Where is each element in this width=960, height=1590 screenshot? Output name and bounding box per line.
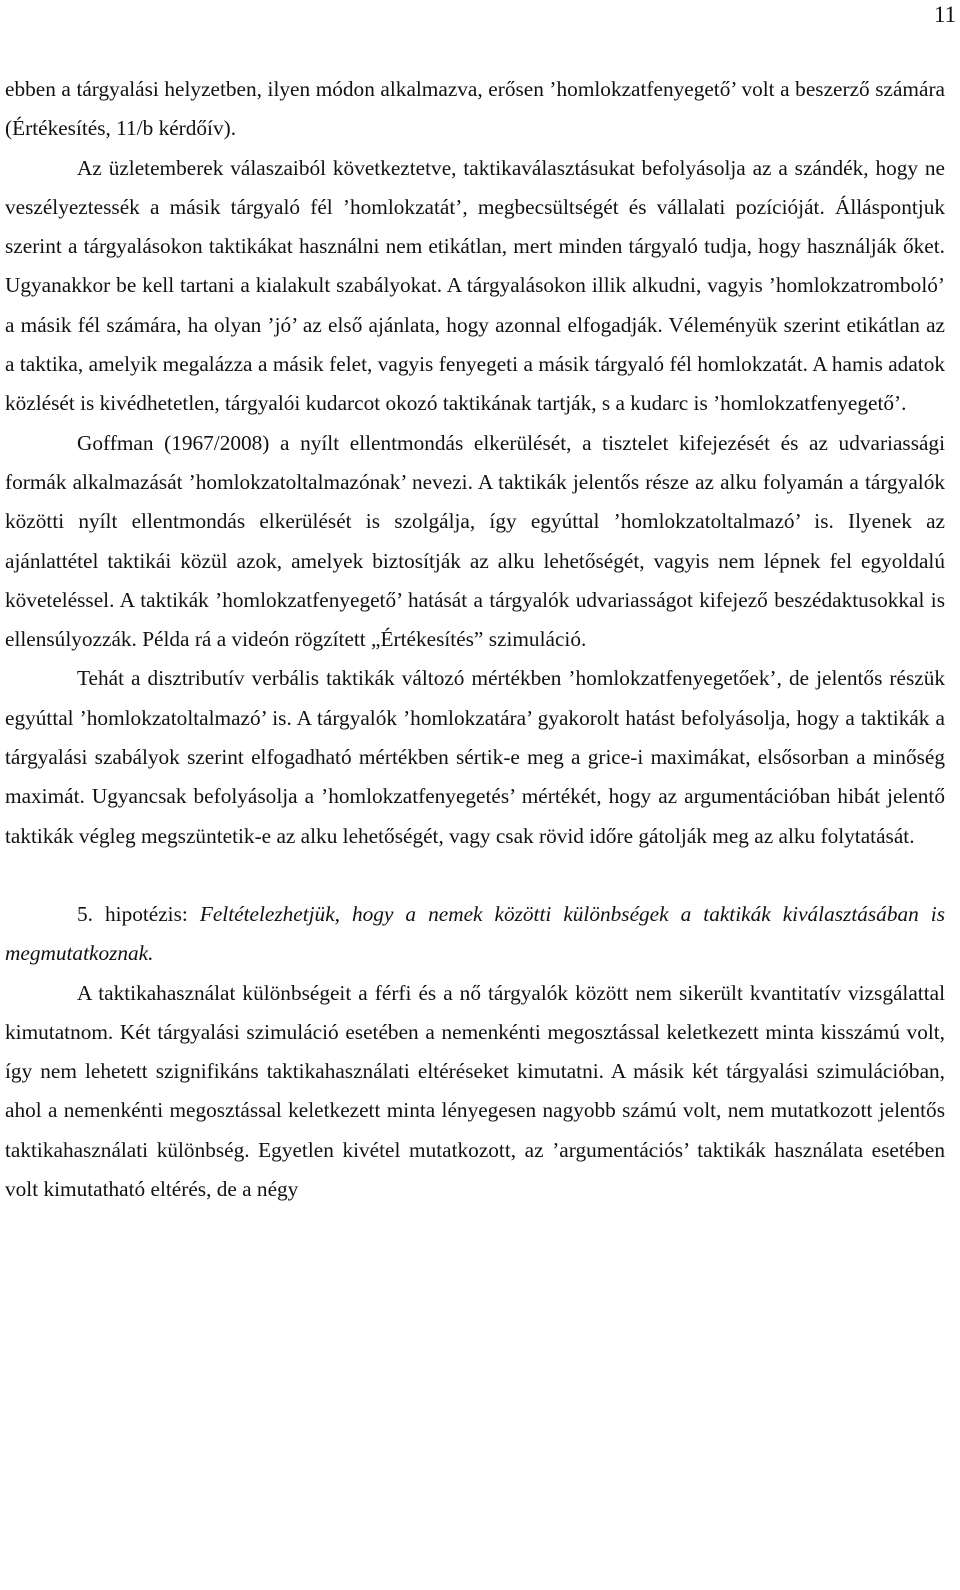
paragraph-gender-differences: A taktikahasználat különbségeit a férfi és a nő tárgyalók között nem sikerült kvantitatív vizsgálattal kimutatnom. Két tárgyalási szimuláció esetében a nemenkénti megosztással keletkezett minta kisszámú volt, így nem lehetett szignifikáns taktikahasználati eltéréseket kimutatni. A másik két tárgyalási szimulációban, ahol a nemenkénti megosztással keletkezett minta lényegesen nagyobb számú volt, nem mutatkozott jelentős taktikahasználati különbség. Egyetlen kivétel mutatkozott, az ’argumentációs’ taktikák használata esetében volt kimutatható eltérés, de a négy	[5, 980, 945, 1202]
paragraph-goffman: Goffman (1967/2008) a nyílt ellentmondás elkerülését, a tisztelet kifejezését és az udvariassági formák alkalmazását ’homlokzatoltalmazónak’ nevezi. A taktikák jelentős része az alku folyamán a tárgyalók közötti nyílt ellentmondás elkerülését is szolgálja, így egyúttal ’homlokzatoltalmazó’ is. Ilyenek az ajánlattétel taktikái közül azok, amelyek biztosítják az alku lehetőségét, vagyis nem lépnek fel egyoldalú követeléssel. A taktikák ’homlokzatfenyegető’ hatását a tárgyalók udvariasságot kifejező beszédaktusokkal is ellensúlyozzák. Példa rá a videón rögzített „Értékesítés” szimuláció.	[5, 430, 945, 652]
document-body	[5, 70, 945, 1209]
page-number: 11	[934, 2, 957, 27]
hypothesis-label: 5. hipotézis:	[77, 901, 188, 926]
hypothesis-text: Feltételezhetjük, hogy a nemek közötti különbségek a taktikák kiválasztásában is megmutatkoznak.	[5, 901, 945, 966]
hypothesis-5	[5, 895, 945, 974]
paragraph-businessmen: Az üzletemberek válaszaiból következtetve, taktikaválasztásukat befolyásolja az a szándék, hogy ne veszélyeztessék a másik tárgyaló fél ’homlokzatát’, megbecsültségét és vállalati pozícióját. Álláspontjuk szerint a tárgyalásokon taktikákat használni nem etikátlan, mert minden tárgyaló tudja, hogy használják őket. Ugyanakkor be kell tartani a kialakult szabályokat. A tárgyalásokon illik alkudni, vagyis ’homlokzatromboló’ a másik fél számára, ha olyan ’jó’ az első ajánlata, hogy azonnal elfogadják. Véleményük szerint etikátlan az a taktika, amelyik megalázza a másik felet, vagyis fenyegeti a másik tárgyaló fél homlokzatát. A hamis adatok közlését is kivédhetetlen, tárgyalói kudarcot okozó taktikának tartják, s a kudarc is ’homlokzatfenyegető’.	[5, 155, 945, 416]
paragraph-distributive-tactics: Tehát a disztributív verbális taktikák változó mértékben ’homlokzatfenyegetőek’, de jelentős részük egyúttal ’homlokzatoltalmazó’ is. A tárgyalók ’homlokzatára’ gyakorolt hatást befolyásolja, hogy a taktikák a tárgyalási szabályok szerint elfogadható mértékben sértik-e meg a grice-i maximákat, elsősorban a minőség maximát. Ugyancsak befolyásolja a ’homlokzatfenyegetés’ mértékét, hogy az argumentációban hibát jelentő taktikák végleg megszüntetik-e az alku lehetőségét, vagy csak rövid időre gátolják meg az alku folytatását.	[5, 666, 945, 848]
paragraph-continuation: ebben a tárgyalási helyzetben, ilyen módon alkalmazva, erősen ’homlokzatfenyegető’ volt a beszerző számára (Értékesítés, 11/b kérdőív).	[5, 77, 945, 141]
